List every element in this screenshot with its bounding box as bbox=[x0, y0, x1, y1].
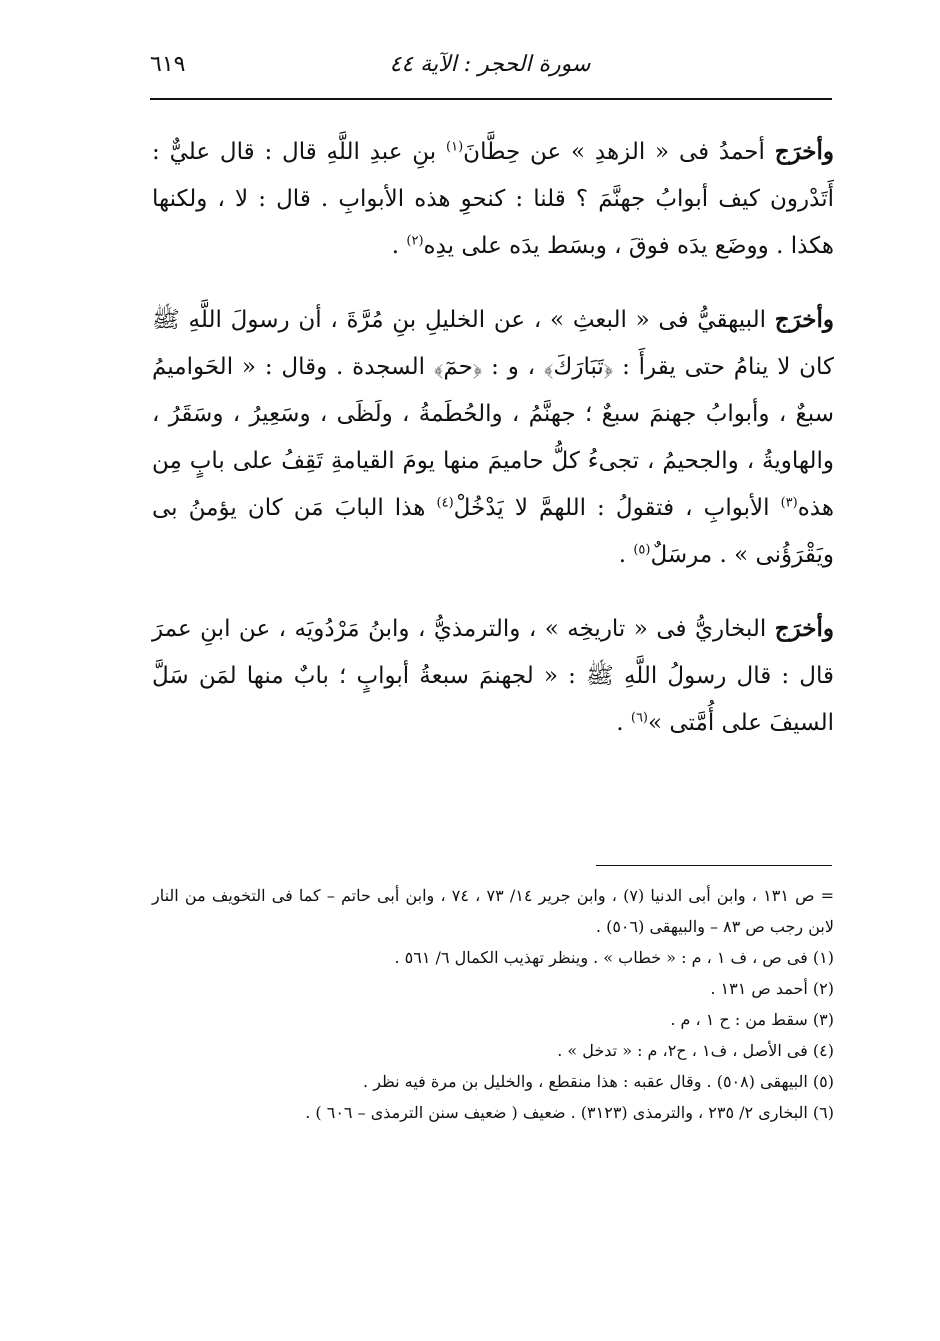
paragraph-text: أحمدُ فى « الزهدِ » عن حِطَّانَ bbox=[463, 139, 775, 165]
footnote-marker: (٥) bbox=[633, 542, 651, 558]
footnote-1: (١) فى ص ، ف ١ ، م : « خطاب » . وينظر تهذيب الكمال ٦/ ٥٦١ . bbox=[394, 948, 834, 967]
footnote-marker: (٦) bbox=[630, 710, 648, 726]
paragraph-2 bbox=[152, 296, 834, 579]
page-number: ٦١٩ bbox=[150, 52, 186, 77]
main-text bbox=[152, 128, 834, 773]
footnotes bbox=[152, 880, 834, 1128]
footnote-rule bbox=[596, 865, 832, 866]
footnote-continuation: = ص ١٣١ ، وابن أبى الدنيا (٧) ، وابن جرير ١٤/ ٧٣ ، ٧٤ ، وابن أبى حاتم – كما فى التخويف من النار لابن رجب ص ٨٣ – والبيهقى (٥٠٦) . bbox=[152, 886, 835, 936]
footnote-marker: (١) bbox=[446, 139, 464, 155]
paragraph-text: الأبوابِ ، فتقولُ : اللهمَّ لا يَدْخُلْ bbox=[453, 495, 781, 521]
header-rule bbox=[150, 98, 832, 100]
paragraph-1 bbox=[152, 128, 834, 270]
paragraph-text: البيهقيُّ فى « البعثِ » ، عن الخليلِ بنِ مُرَّةَ ، أن رسولَ اللَّهِ ﷺ كان لا ينامُ حتى يقرأَ : ﴿تَبَارَكَ﴾ ، و : ﴿حمٓ﴾ السجدة . وقال : « الحَواميمُ سبعٌ ، وأبوابُ جهنمَ سبعٌ ؛ جهنَّمُ ، والحُطَمةُ ، ولَظَى ، وسَعِيرُ ، وسَقَرُ ، والهاويةُ ، والجحيمُ ، تجىءُ كلُّ حاميمَ منها يومَ القيامةِ تَقِفُ على بابٍ مِن هذه bbox=[152, 307, 834, 521]
footnote-marker: (٤) bbox=[436, 495, 454, 511]
footnote-3: (٣) سقط من : ح ١ ، م . bbox=[670, 1010, 834, 1029]
paragraph-text: البخاريُّ فى « تاريخِه » ، والترمذيُّ ، وابنُ مَرْدُويَه ، عن ابنِ عمرَ قال : قال رسولُ اللَّهِ ﷺ : « لجهنمَ سبعةُ أبوابٍ ؛ بابٌ منها لمَن سَلَّ السيفَ على أُمَّتى » bbox=[152, 616, 834, 736]
footnote-2: (٢) أحمد ص ١٣١ . bbox=[710, 979, 834, 998]
paragraph-text: . bbox=[391, 233, 407, 259]
footnote-marker: (٢) bbox=[406, 233, 424, 249]
footnote-6: (٦) البخارى ٢/ ٢٣٥ ، والترمذى (٣١٢٣) . ضعيف ( ضعيف سنن الترمذى – ٦٠٦ ) . bbox=[305, 1103, 834, 1122]
footnote-5: (٥) البيهقى (٥٠٨) . وقال عقبه : هذا منقطع ، والخليل بن مرة فيه نظر . bbox=[363, 1072, 834, 1091]
running-title: سورة الحجر : الآية ٤٤ bbox=[389, 52, 591, 77]
paragraph-3 bbox=[152, 605, 834, 747]
paragraph-lead: وأخرَج bbox=[774, 138, 835, 165]
paragraph-text: هذا البابَ مَن كان يؤمنُ بى ويَقْرَؤُنى » . مرسَلٌ bbox=[152, 495, 834, 568]
footnote-4: (٤) فى الأصل ، ف١ ، ح٢، م : « تدخل » . bbox=[557, 1041, 834, 1060]
paragraph-text: . bbox=[616, 710, 631, 736]
footnote-marker: (٣) bbox=[780, 495, 798, 511]
paragraph-lead: وأخرَج bbox=[774, 615, 834, 642]
paragraph-text: . bbox=[618, 542, 634, 568]
paragraph-lead: وأخرَج bbox=[774, 306, 834, 333]
page-header bbox=[150, 52, 830, 96]
paragraph-text: بنِ عبدِ اللَّهِ قال : قال عليٌّ : أَتَدْرون كيف أبوابُ جهنَّمَ ؟ قلنا : كنحوِ هذه الأبوابِ . قال : لا ، ولكنها هكذا . ووضَع يدَه فوقَ ، وبسَط يدَه على يدِه bbox=[152, 139, 834, 259]
